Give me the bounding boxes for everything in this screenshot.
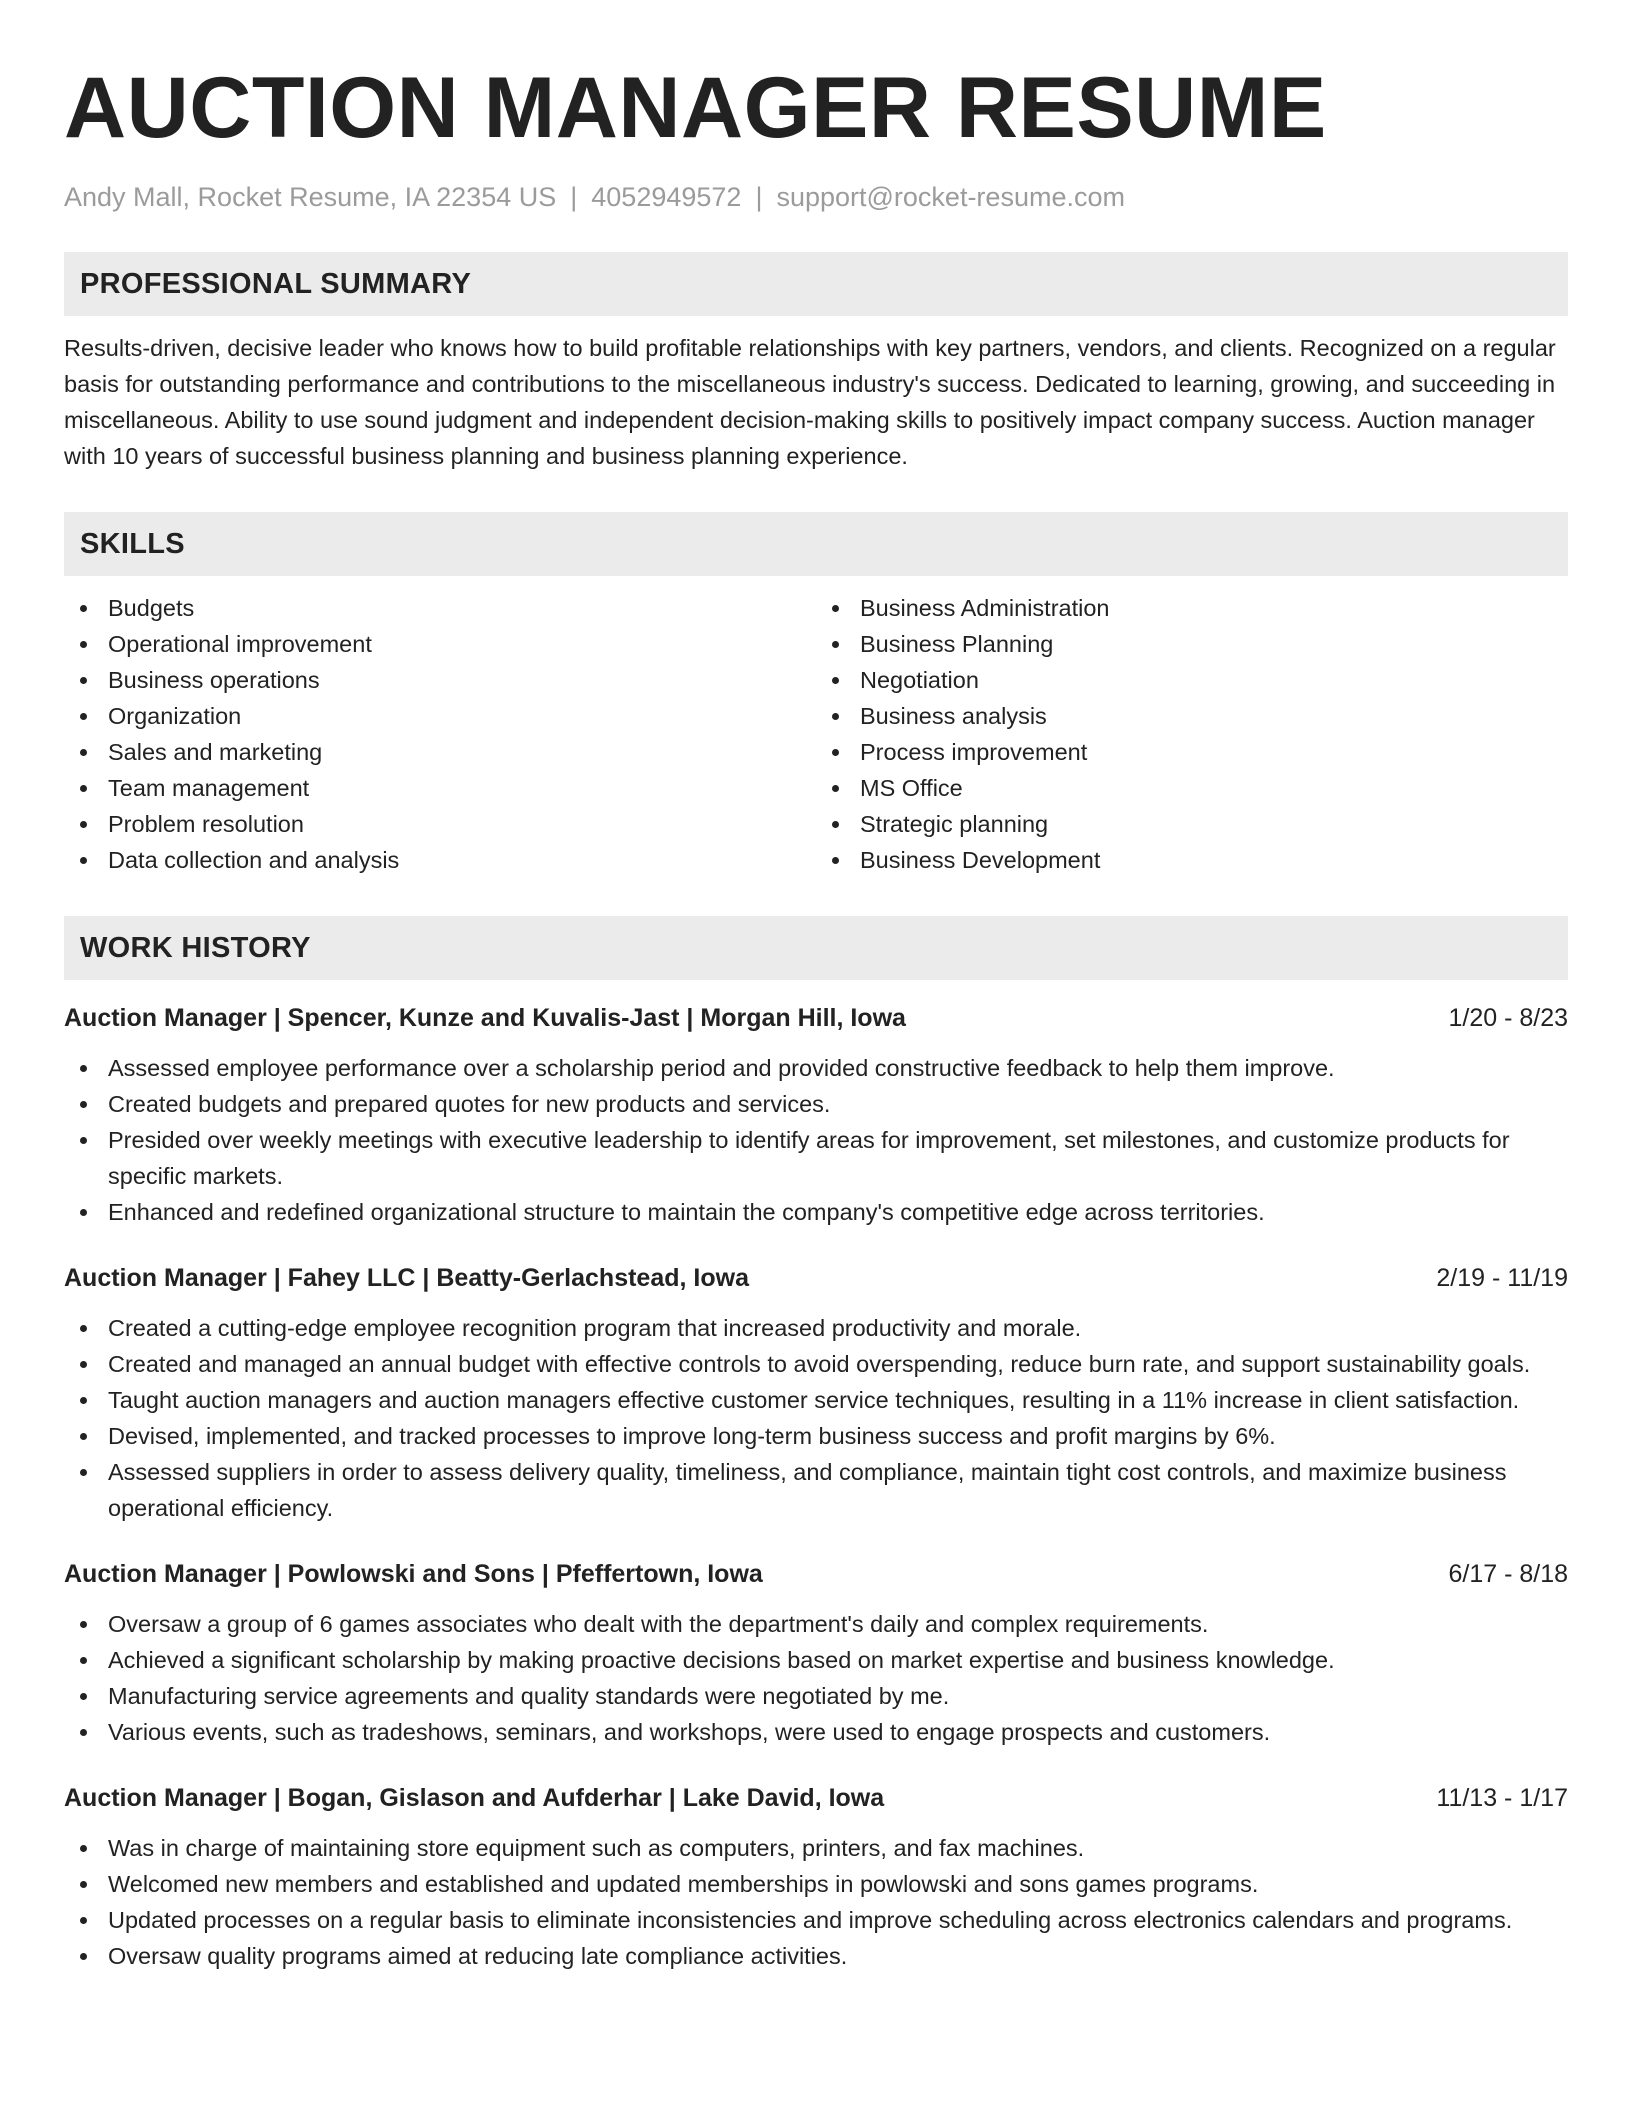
skill-item: Organization — [64, 698, 816, 734]
job-title: Auction Manager | Bogan, Gislason and Aufderhar | Lake David, Iowa — [64, 1784, 885, 1812]
work-history-section — [64, 916, 1568, 1974]
job-bullet: Manufacturing service agreements and quality standards were negotiated by me. — [64, 1678, 1568, 1714]
skill-item: MS Office — [816, 770, 1568, 806]
job-title: Auction Manager | Powlowski and Sons | Pfeffertown, Iowa — [64, 1560, 763, 1588]
skill-item: Business Planning — [816, 626, 1568, 662]
job-bullet: Created and managed an annual budget with effective controls to avoid overspending, reduce burn rate, and support sustainability goals. — [64, 1346, 1568, 1382]
job-bullet: Achieved a significant scholarship by making proactive decisions based on market expertise and business knowledge. — [64, 1642, 1568, 1678]
job-dates: 11/13 - 1/17 — [1436, 1784, 1568, 1812]
job-bullets — [64, 1606, 1568, 1750]
job-title: Auction Manager | Spencer, Kunze and Kuvalis-Jast | Morgan Hill, Iowa — [64, 1004, 906, 1032]
skill-item: Business operations — [64, 662, 816, 698]
skill-item: Problem resolution — [64, 806, 816, 842]
job-header — [64, 1780, 1568, 1816]
professional-summary-section — [64, 252, 1568, 474]
contact-address: Andy Mall, Rocket Resume, IA 22354 US — [64, 182, 557, 212]
job-title: Auction Manager | Fahey LLC | Beatty-Gerlachstead, Iowa — [64, 1264, 749, 1292]
skill-item: Sales and marketing — [64, 734, 816, 770]
skill-item: Business Administration — [816, 590, 1568, 626]
job-bullet: Taught auction managers and auction managers effective customer service techniques, resulting in a 11% increase in client satisfaction. — [64, 1382, 1568, 1418]
contact-phone: 4052949572 — [591, 182, 742, 212]
job-bullet: Oversaw quality programs aimed at reducing late compliance activities. — [64, 1938, 1568, 1974]
skill-item: Team management — [64, 770, 816, 806]
job-bullets — [64, 1830, 1568, 1974]
job-entry — [64, 1000, 1568, 1230]
job-bullet: Assessed suppliers in order to assess delivery quality, timeliness, and compliance, maintain tight cost controls, and maximize business operational efficiency. — [64, 1454, 1568, 1526]
section-heading-summary: PROFESSIONAL SUMMARY — [64, 252, 1568, 316]
job-bullet: Created budgets and prepared quotes for new products and services. — [64, 1086, 1568, 1122]
job-bullet: Assessed employee performance over a scholarship period and provided constructive feedback to help them improve. — [64, 1050, 1568, 1086]
job-bullet: Updated processes on a regular basis to eliminate inconsistencies and improve scheduling across electronics calendars and programs. — [64, 1902, 1568, 1938]
job-bullet: Various events, such as tradeshows, seminars, and workshops, were used to engage prospects and customers. — [64, 1714, 1568, 1750]
job-bullets — [64, 1310, 1568, 1526]
skill-item: Strategic planning — [816, 806, 1568, 842]
contact-separator: | — [755, 182, 763, 212]
contact-separator: | — [570, 182, 578, 212]
job-entry — [64, 1780, 1568, 1974]
job-bullet: Oversaw a group of 6 games associates who dealt with the department's daily and complex requirements. — [64, 1606, 1568, 1642]
skill-item: Business Development — [816, 842, 1568, 878]
skill-item: Business analysis — [816, 698, 1568, 734]
job-entry — [64, 1556, 1568, 1750]
skill-item: Process improvement — [816, 734, 1568, 770]
job-header — [64, 1260, 1568, 1296]
job-bullet: Enhanced and redefined organizational structure to maintain the company's competitive edge across territories. — [64, 1194, 1568, 1230]
contact-email: support@rocket-resume.com — [776, 182, 1125, 212]
skills-list-right — [816, 590, 1568, 878]
job-bullet: Devised, implemented, and tracked processes to improve long-term business success and profit margins by 6%. — [64, 1418, 1568, 1454]
summary-text: Results-driven, decisive leader who knows how to build profitable relationships with key partners, vendors, and clients. Recognized on a regular basis for outstanding performance and contributions to the miscellaneous industry's success. Dedicated to learning, growing, and succeeding in miscellaneous. Ability to use sound judgment and independent decision-making skills to positively impact company success. Auction manager with 10 years of successful business planning and business planning experience. — [64, 335, 1556, 469]
skill-item: Operational improvement — [64, 626, 816, 662]
job-bullet: Presided over weekly meetings with executive leadership to identify areas for improvement, set milestones, and customize products for specific markets. — [64, 1122, 1568, 1194]
job-entry — [64, 1260, 1568, 1526]
job-bullet: Welcomed new members and established and updated memberships in powlowski and sons games programs. — [64, 1866, 1568, 1902]
section-heading-work-history: WORK HISTORY — [64, 916, 1568, 980]
skill-item: Negotiation — [816, 662, 1568, 698]
job-dates: 6/17 - 8/18 — [1448, 1560, 1568, 1588]
job-bullets — [64, 1050, 1568, 1230]
job-header — [64, 1556, 1568, 1592]
job-dates: 1/20 - 8/23 — [1448, 1004, 1568, 1032]
job-bullet: Was in charge of maintaining store equipment such as computers, printers, and fax machines. — [64, 1830, 1568, 1866]
job-dates: 2/19 - 11/19 — [1436, 1264, 1568, 1292]
section-heading-skills: SKILLS — [64, 512, 1568, 576]
contact-line — [64, 180, 1568, 214]
skill-item: Data collection and analysis — [64, 842, 816, 878]
skills-section — [64, 512, 1568, 878]
resume-title: AUCTION MANAGER RESUME — [64, 60, 1327, 156]
skills-list-left — [64, 590, 816, 878]
job-header — [64, 1000, 1568, 1036]
skill-item: Budgets — [64, 590, 816, 626]
job-bullet: Created a cutting-edge employee recognition program that increased productivity and morale. — [64, 1310, 1568, 1346]
skills-columns — [64, 590, 1568, 878]
